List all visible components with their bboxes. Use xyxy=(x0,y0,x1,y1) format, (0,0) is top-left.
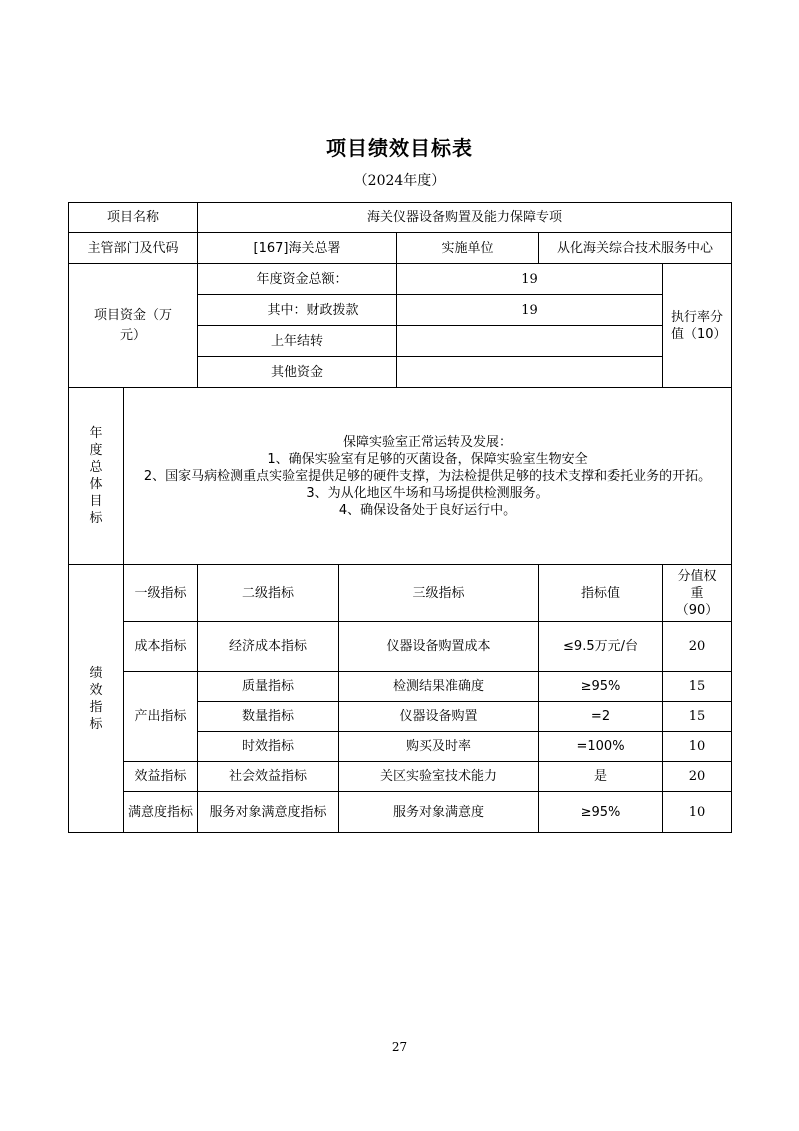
indicator-row xyxy=(69,672,732,702)
funds-carryover-label: 上年结转 xyxy=(198,326,397,357)
page-title: 项目绩效目标表 xyxy=(326,136,473,160)
goal-line: 1、确保实验室有足够的灭菌设备，保障实验室生物安全 xyxy=(267,451,588,467)
indicator-value: ≤9.5万元/台 xyxy=(539,622,663,672)
indicator-level2: 时效指标 xyxy=(198,732,339,762)
indicator-weight: 15 xyxy=(663,672,732,702)
project-name-row xyxy=(69,203,732,233)
indicator-weight: 20 xyxy=(663,622,732,672)
funds-total-label: 年度资金总额： xyxy=(198,264,397,295)
funds-label: 项目资金（万元） xyxy=(69,264,198,388)
indicator-level3: 购买及时率 xyxy=(339,732,539,762)
implementing-unit-label: 实施单位 xyxy=(397,233,539,264)
indicator-value: =2 xyxy=(539,702,663,732)
execution-rate-score-label: 执行率分值（10） xyxy=(663,264,732,388)
header-value: 指标值 xyxy=(539,565,663,622)
indicator-header-row xyxy=(69,565,732,622)
goal-line: 3、为从化地区牛场和马场提供检测服务。 xyxy=(306,485,549,501)
indicator-level3: 服务对象满意度 xyxy=(339,792,539,833)
project-name-label: 项目名称 xyxy=(69,203,198,233)
annual-goal-row xyxy=(69,388,732,565)
indicator-level3: 仪器设备购置 xyxy=(339,702,539,732)
indicator-weight: 15 xyxy=(663,702,732,732)
page-subtitle-year: （2024年度） xyxy=(353,173,446,189)
project-name-value: 海关仪器设备购置及能力保障专项 xyxy=(198,203,732,233)
indicator-level3: 仪器设备购置成本 xyxy=(339,622,539,672)
department-value: [167]海关总署 xyxy=(198,233,397,264)
header-weight: 分值权重（90） xyxy=(663,565,732,622)
indicator-level1: 效益指标 xyxy=(124,762,198,792)
indicator-weight: 20 xyxy=(663,762,732,792)
indicator-level2: 服务对象满意度指标 xyxy=(198,792,339,833)
annual-goal-content xyxy=(124,388,732,565)
indicator-row xyxy=(69,622,732,672)
department-label: 主管部门及代码 xyxy=(69,233,198,264)
performance-indicator-label: 绩效指标 xyxy=(69,565,124,833)
indicator-level3: 检测结果准确度 xyxy=(339,672,539,702)
goal-line: 4、确保设备处于良好运行中。 xyxy=(338,502,517,518)
header-level3: 三级指标 xyxy=(339,565,539,622)
goal-line: 2、国家马病检测重点实验室提供足够的硬件支撑，为法检提供足够的技术支撑和委托业务的开拓。 xyxy=(143,468,712,484)
header-level2: 二级指标 xyxy=(198,565,339,622)
indicator-weight: 10 xyxy=(663,732,732,762)
indicator-value: ≥95% xyxy=(539,792,663,833)
indicator-row xyxy=(69,792,732,833)
indicator-level2: 社会效益指标 xyxy=(198,762,339,792)
indicator-value: =100% xyxy=(539,732,663,762)
indicator-row xyxy=(69,762,732,792)
funds-other-label: 其他资金 xyxy=(198,357,397,388)
department-row xyxy=(69,233,732,264)
indicator-level2: 数量指标 xyxy=(198,702,339,732)
indicator-level3: 关区实验室技术能力 xyxy=(339,762,539,792)
indicator-value: ≥95% xyxy=(539,672,663,702)
indicator-level1: 产出指标 xyxy=(124,672,198,762)
header-level1: 一级指标 xyxy=(124,565,198,622)
funds-other-value xyxy=(397,357,663,388)
implementing-unit-value: 从化海关综合技术服务中心 xyxy=(539,233,732,264)
funds-carryover-value xyxy=(397,326,663,357)
funds-total-value: 19 xyxy=(397,264,663,295)
indicator-level2: 质量指标 xyxy=(198,672,339,702)
indicator-level1: 满意度指标 xyxy=(124,792,198,833)
indicator-weight: 10 xyxy=(663,792,732,833)
performance-target-table xyxy=(68,202,732,833)
page-number: 27 xyxy=(391,1040,408,1054)
annual-goal-label: 年度总体目标 xyxy=(69,388,124,565)
funds-fiscal-value: 19 xyxy=(397,295,663,326)
funds-row-total xyxy=(69,264,732,295)
funds-fiscal-label: 其中：财政拨款 xyxy=(198,295,397,326)
goal-line: 保障实验室正常运转及发展： xyxy=(343,434,513,450)
indicator-value: 是 xyxy=(539,762,663,792)
indicator-level2: 经济成本指标 xyxy=(198,622,339,672)
indicator-level1: 成本指标 xyxy=(124,622,198,672)
